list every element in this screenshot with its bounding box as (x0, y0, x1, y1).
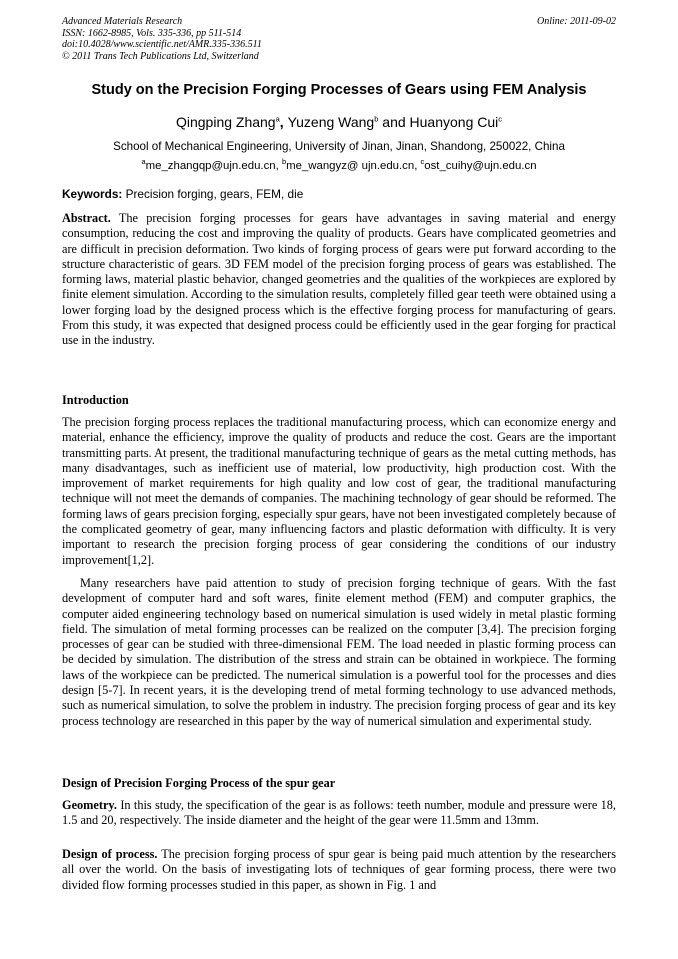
issn-line: ISSN: 1662-8985, Vols. 335-336, pp 511-514 (62, 27, 242, 39)
author-name: Yuzeng Wang (287, 114, 375, 130)
email-address: me_wangyz@ ujn.edu.cn, (286, 160, 421, 172)
design-heading: Design of Precision Forging Process of the spur gear (62, 776, 336, 790)
geometry-paragraph (62, 798, 616, 829)
keywords (62, 187, 303, 201)
author-affil-mark: c (498, 114, 503, 124)
geometry-text: In this study, the specification of the gear is as follows: teeth number, module and pressure were 18, 1.5 and 20, respectively. The inside diameter and the height of the gear were 11.5mm and 13mm. (62, 798, 616, 828)
journal-header (62, 16, 616, 62)
doi-line: doi:10.4028/www.scientific.net/AMR.335-336.511 (62, 39, 262, 50)
intro-paragraph-1: The precision forging process replaces the traditional manufacturing process, which can economize energy and material, enhance the efficiency, improve the quality of products and reduce the cost. Gears are the important transmitting parts. At present, the traditional manufacturing technique of gears as the metal cutting methods, has many disadvantages, such as inefficient use of material, low productivity, high production cost. With the improvement of market requirements for high quality and low cost of gear, the traditional manufacturing technique will not meet the demands of companies. The machining technology of gear should be reformed. The forming laws of gears precision forging, especially spur gears, have not been investigated completely because of the complicated geometry of gear, many influencing factors and plastic deformation with difficulty. It is very important to research the precision forging process of gear considering the conditions of our industry improvement[1,2]. (62, 415, 616, 567)
email-mark: c (420, 157, 425, 167)
abstract-text: The precision forging processes for gears have advantages in saving material and energy consumption, reducing the cost and improving the quality of products. Gears have complicated geometries and are difficult in precision deformation. Two kinds of forging process of gears were put forward according to the structure characteristic of gears. 3D FEM model of the precision forging process of gears was established. The forming laws, material plastic behavior, changed geometries and the qualities of the workpieces are explored by finite element simulation. According to the simulation results, completely filled gear teeth were obtained using a lower forging load by the designed process which is the effective forging process for manufacturing of gears. From this study, it was expected that designed process could be efficiently used in the gear forging for practical use in the industry. (62, 211, 616, 348)
author-separator: and (378, 114, 410, 130)
abstract-paragraph (62, 211, 616, 349)
abstract-label: Abstract. (62, 211, 111, 225)
email-list (0, 157, 678, 172)
journal-name: Advanced Materials Research (62, 16, 183, 27)
paper-title: Study on the Precision Forging Processes of Gears using FEM Analysis (91, 82, 587, 98)
process-paragraph (62, 847, 616, 893)
email-address: me_zhangqp@ujn.edu.cn, (145, 160, 282, 172)
email-mark: b (281, 157, 287, 167)
process-text: The precision forging process of spur gear is being paid much attention by the researchers all over the world. On the basis of investigating lots of techniques of gear forming process, there were two divided flow forming processes studied in this paper, as shown in Fig. 1 and (62, 847, 616, 892)
author-list (0, 114, 678, 130)
author-name: Qingping Zhang (175, 114, 276, 130)
author-affil-mark: b (374, 114, 379, 124)
online-date: Online: 2011-09-02 (537, 16, 616, 27)
copyright-line: © 2011 Trans Tech Publications Ltd, Switzerland (62, 50, 259, 62)
keywords-label: Keywords: (62, 187, 123, 201)
email-mark: a (141, 157, 146, 167)
affiliation: School of Mechanical Engineering, University of Jinan, Jinan, Shandong, 250022, China (113, 140, 565, 153)
email-address: ost_cuihy@ujn.edu.cn (424, 160, 537, 172)
intro-paragraph-2: Many researchers have paid attention to study of precision forging technique of gears. With the fast development of computer hard and soft wares, finite element method (FEM) and computer graphics, the computer aided engineering technology based on numerical simulation is used widely in metal plastic forming field. The simulation of metal forming processes can be realized on the computer [3,4]. The precision forging processes of gear can be studied with three-dimensional FEM. The load needed in plastic forming process can be decided by simulation. The distribution of the stress and strain can be obtained in workpiece. The forming laws of the workpiece can be predicted. The numerical simulation is a powerful tool for the processes and dies design [5-7]. In recent years, it is the developing trend of metal forming technology to use advanced methods, such as numerical simulation, to solve the problem in industry. The precision forging process of gear and its key process technology are researched in this paper by the way of numerical simulation and experimental study. (62, 576, 616, 728)
introduction-heading: Introduction (62, 393, 129, 407)
author-affil-mark: a (275, 114, 280, 124)
author-name: Huanyong Cui (409, 114, 499, 130)
geometry-label: Geometry. (62, 798, 117, 812)
author-separator: , (279, 114, 288, 130)
process-label: Design of process. (62, 847, 158, 861)
keywords-text: Precision forging, gears, FEM, die (122, 187, 304, 201)
